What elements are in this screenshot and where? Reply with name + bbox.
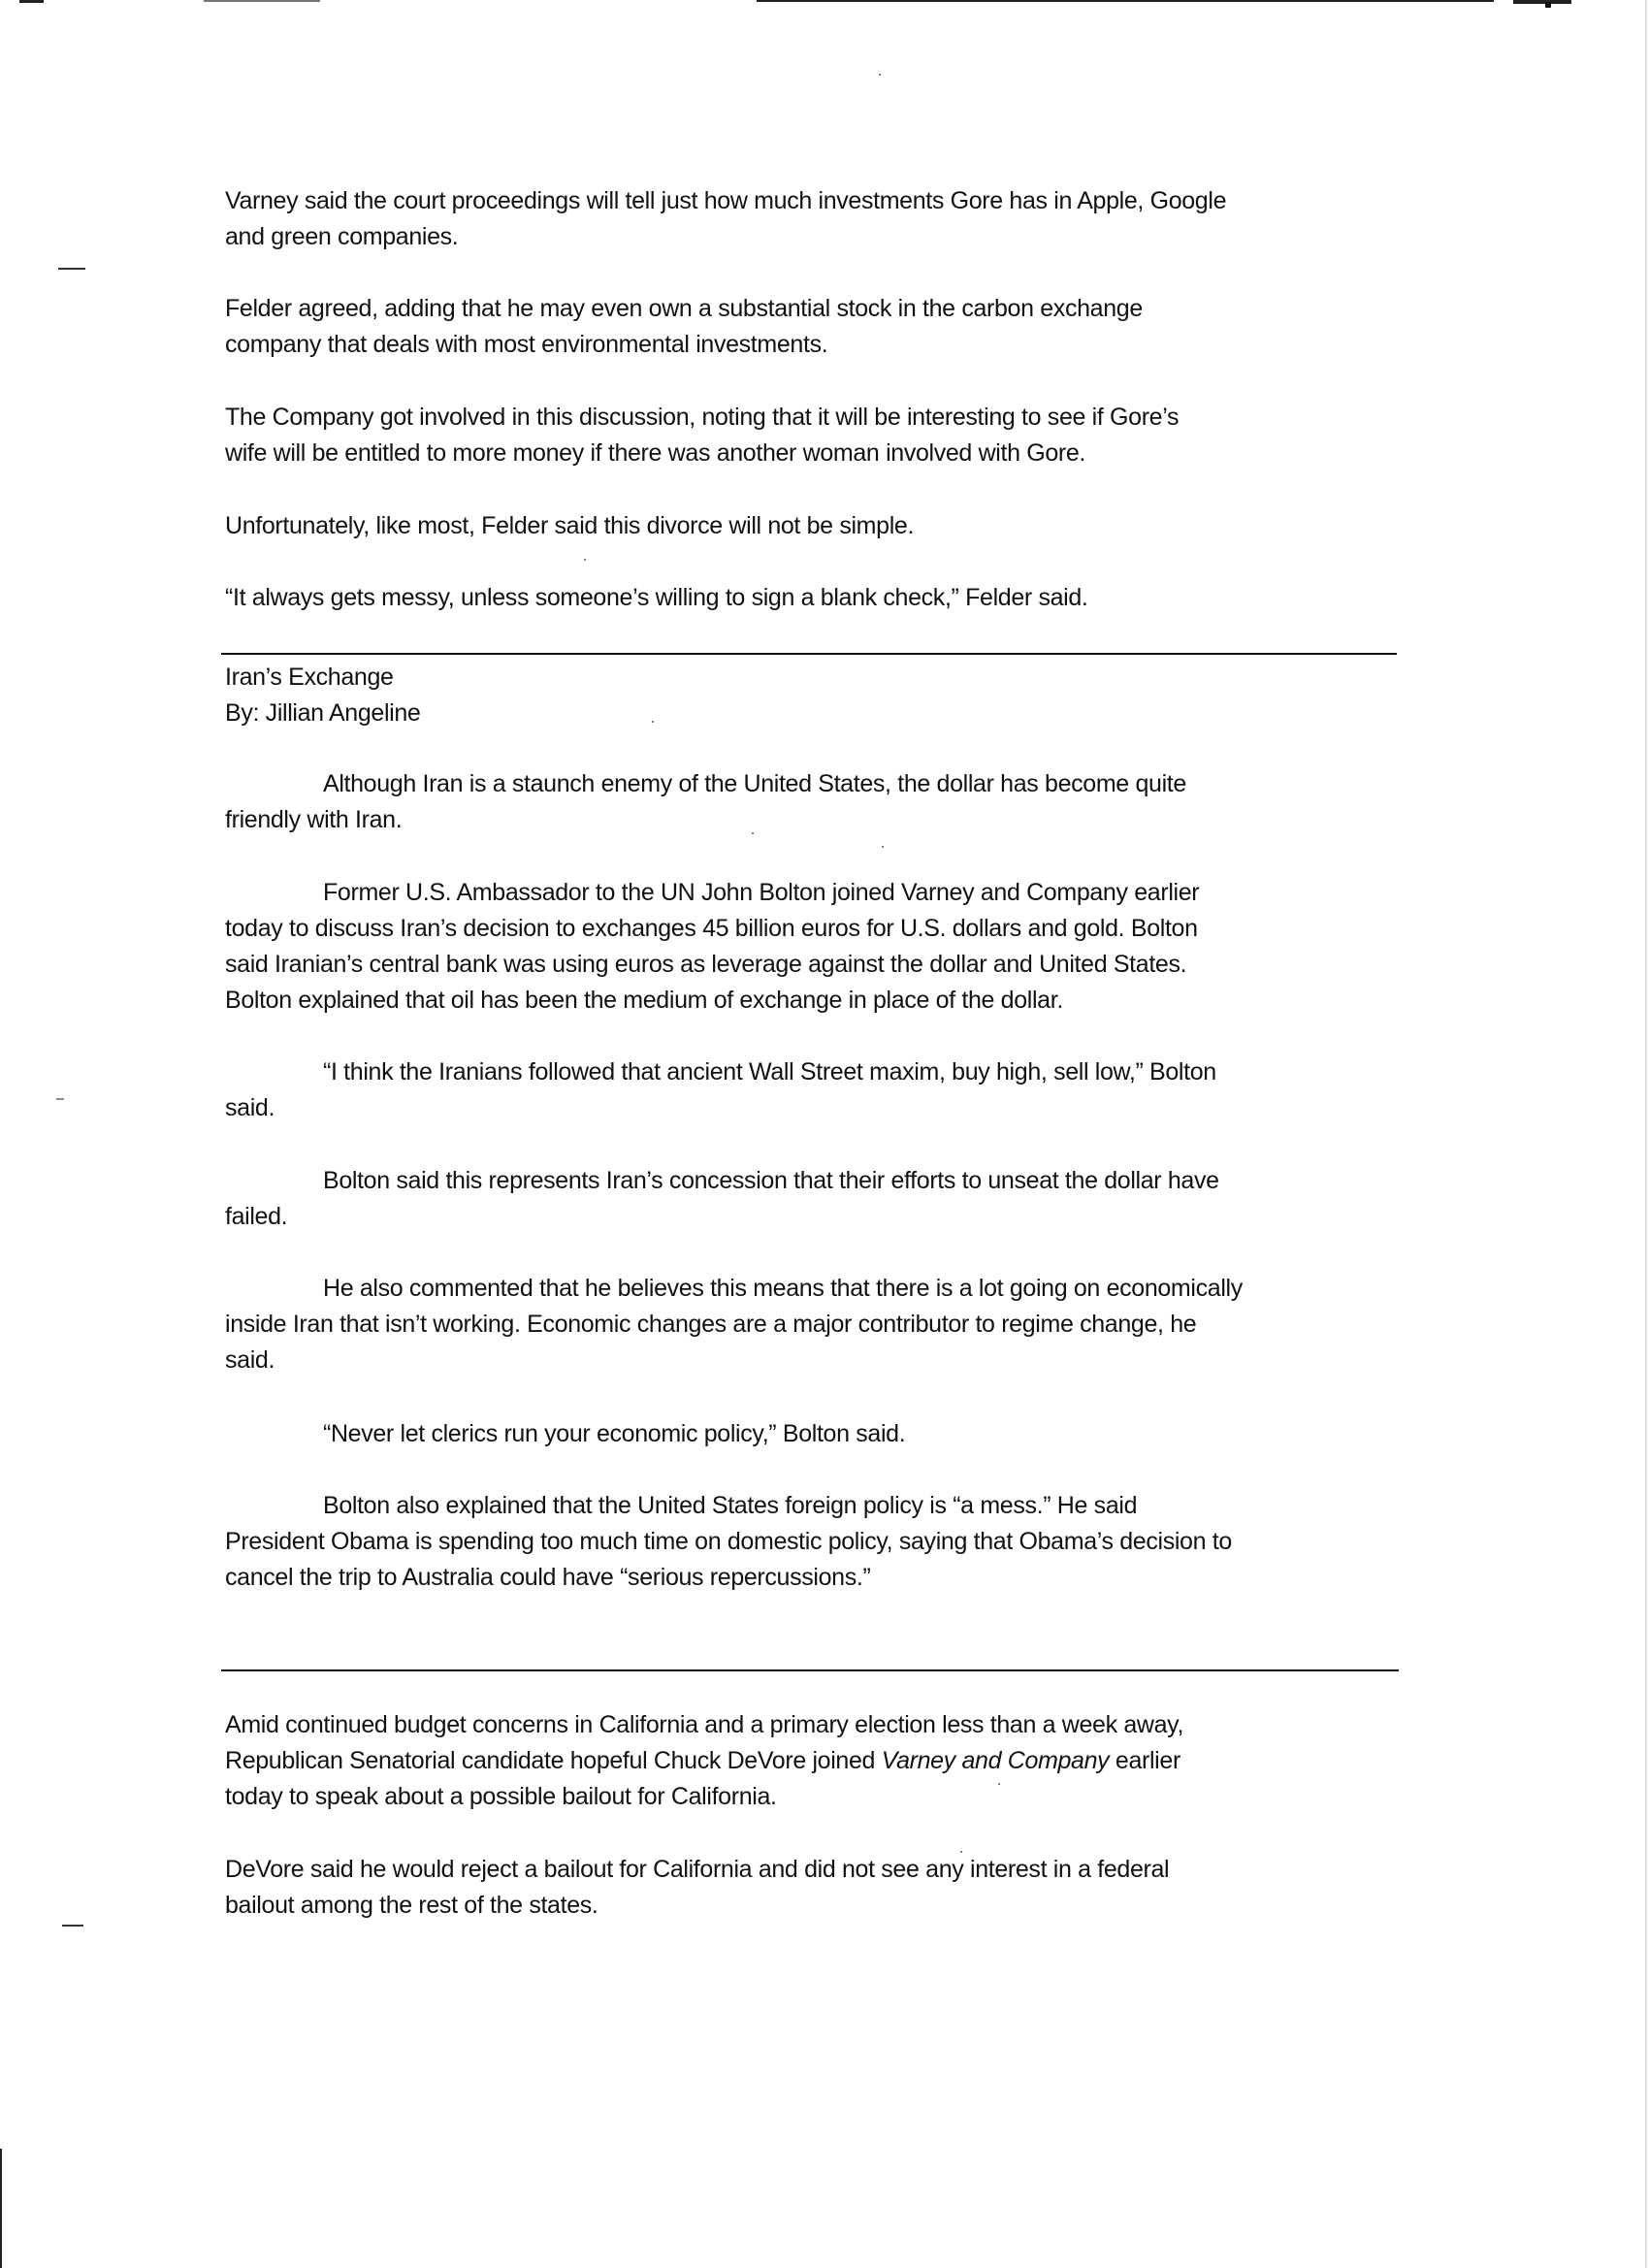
paragraph-line: today to discuss Iran’s decision to exchanges 45 billion euros for U.S. dollars and gold. Bolton (225, 915, 1198, 942)
paragraph-line: Although Iran is a staunch enemy of the United States, the dollar has become quite (323, 770, 1186, 797)
paragraph-line: Bolton said this represents Iran’s concession that their efforts to unseat the dollar have (323, 1167, 1219, 1194)
paragraph-line: and green companies. (225, 223, 459, 250)
scan-speck (1545, 2, 1551, 8)
scan-speck (584, 559, 586, 561)
text-run: earlier (1109, 1747, 1180, 1774)
quote-line: “Never let clerics run your economic policy,” Bolton said. (323, 1420, 906, 1447)
paragraph-line: company that deals with most environmental investments. (225, 331, 828, 358)
margin-mark (56, 1098, 64, 1100)
scan-speck (960, 1851, 962, 1853)
paragraph-line: Amid continued budget concerns in California and a primary election less than a week away, (225, 1711, 1184, 1738)
paragraph-line: said. (225, 1346, 275, 1374)
article-byline: By: Jillian Angeline (225, 699, 421, 727)
show-name-italic: Varney and Company (881, 1747, 1110, 1774)
paragraph-line: “I think the Iranians followed that ancient Wall Street maxim, buy high, sell low,” Bolton (323, 1058, 1216, 1085)
scan-speck (998, 1783, 1000, 1785)
paragraph-line: Unfortunately, like most, Felder said this divorce will not be simple. (225, 512, 915, 539)
section-divider (221, 653, 1397, 655)
margin-mark (62, 1925, 83, 1927)
page-edge-left (0, 2149, 2, 2268)
text-run: Republican Senatorial candidate hopeful Chuck DeVore joined (225, 1747, 882, 1774)
paragraph-line: today to speak about a possible bailout for California. (225, 1783, 777, 1810)
paragraph-line: Bolton explained that oil has been the medium of exchange in place of the dollar. (225, 987, 1063, 1014)
paragraph-line: He also commented that he believes this means that there is a lot going on economically (323, 1275, 1243, 1302)
paragraph-line: Bolton also explained that the United States foreign policy is “a mess.” He said (323, 1492, 1138, 1519)
scan-speck (652, 721, 654, 723)
section-divider (221, 1669, 1399, 1671)
paragraph-line: said Iranian’s central bank was using euros as leverage against the dollar and United States. (225, 951, 1187, 978)
paragraph-line: Varney said the court proceedings will tell just how much investments Gore has in Apple, Google (225, 187, 1227, 214)
paragraph-line: wife will be entitled to more money if there was another woman involved with Gore. (225, 439, 1086, 467)
paragraph-line: President Obama is spending too much time on domestic policy, saying that Obama’s decision to (225, 1528, 1232, 1555)
paragraph-line: DeVore said he would reject a bailout for California and did not see any interest in a federal (225, 1856, 1170, 1883)
paragraph-line: friendly with Iran. (225, 806, 403, 833)
scan-artifact (19, 0, 44, 3)
article-title: Iran’s Exchange (225, 664, 394, 691)
scan-speck (752, 832, 754, 834)
paragraph-line: failed. (225, 1203, 288, 1230)
paragraph-line: said. (225, 1094, 275, 1121)
scan-speck (882, 846, 884, 848)
paragraph-line: The Company got involved in this discussion, noting that it will be interesting to see if Gore’s (225, 404, 1180, 431)
paragraph-line: Former U.S. Ambassador to the UN John Bolton joined Varney and Company earlier (323, 879, 1200, 906)
scan-artifact (757, 0, 970, 2)
paragraph-line: inside Iran that isn’t working. Economic changes are a major contributor to regime change, he (225, 1311, 1197, 1338)
paragraph-line (225, 1746, 1180, 1775)
paragraph-line: cancel the trip to Australia could have “serious repercussions.” (225, 1564, 871, 1591)
margin-mark (58, 268, 85, 270)
paragraph-line: Felder agreed, adding that he may even own a substantial stock in the carbon exchange (225, 295, 1143, 322)
scan-artifact (204, 0, 320, 2)
paragraph-line: bailout among the rest of the states. (225, 1892, 598, 1919)
scan-artifact (1513, 0, 1571, 4)
scan-artifact (970, 0, 1494, 2)
quote-line: “It always gets messy, unless someone’s willing to sign a blank check,” Felder said. (225, 584, 1088, 611)
page-edge (1645, 0, 1647, 2268)
scan-speck (879, 74, 881, 76)
